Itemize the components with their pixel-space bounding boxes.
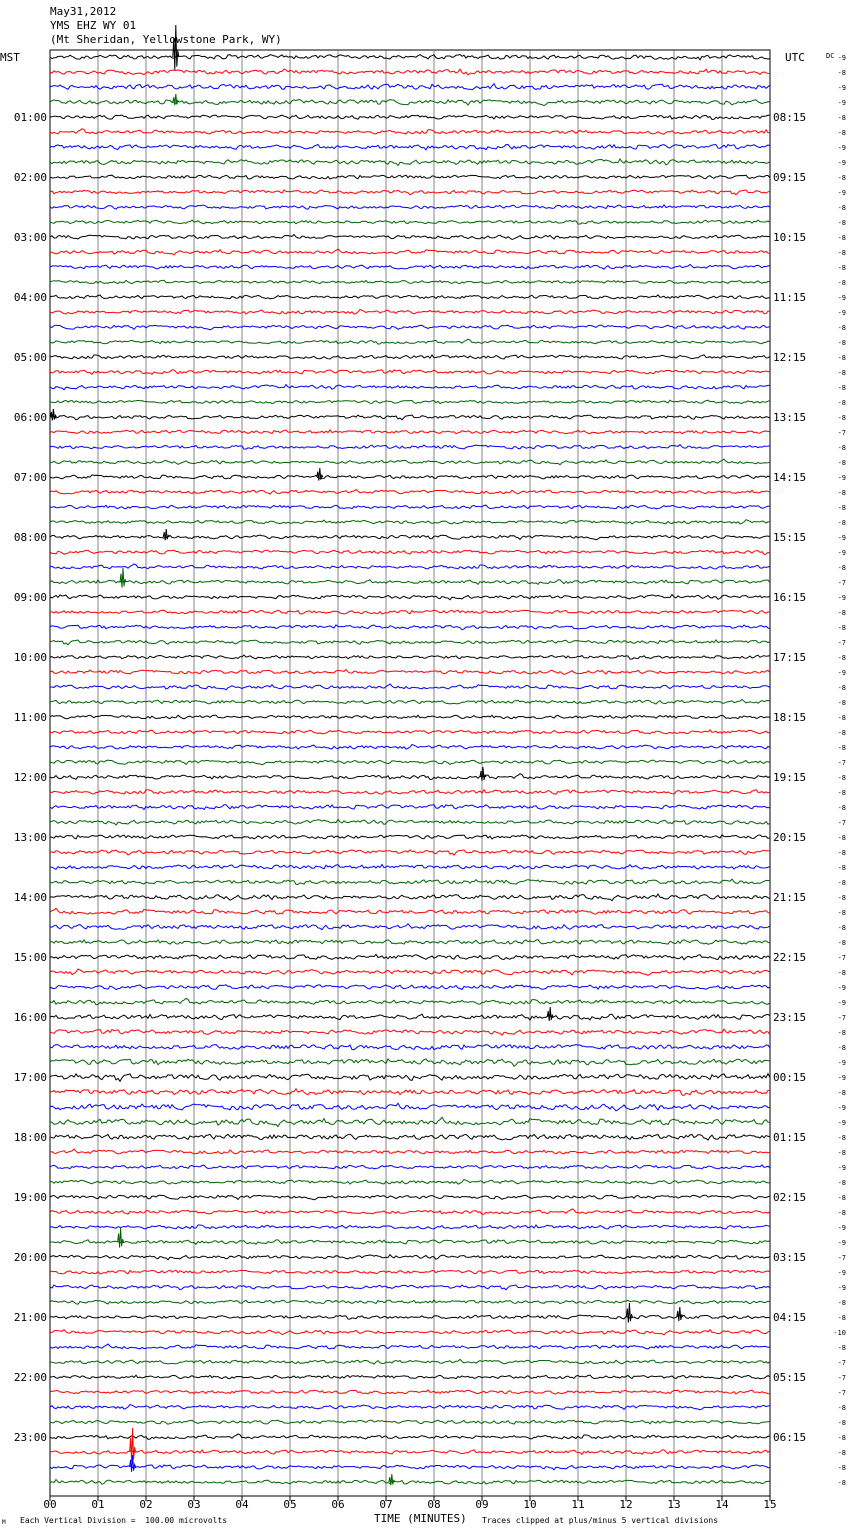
utc-hour-label: 11:15	[773, 291, 807, 304]
trace-60	[50, 954, 770, 959]
trace-64	[50, 1014, 770, 1020]
dc-offset-label: -9	[837, 1224, 846, 1232]
dc-offset-label: -7	[837, 759, 846, 767]
dc-offset-label: -8	[837, 129, 846, 137]
utc-hour-label: 09:15	[773, 171, 807, 184]
mst-hour-label: 17:00	[13, 1071, 47, 1084]
dc-offset-label: -9	[837, 1059, 846, 1067]
dc-offset-label: -10	[833, 1329, 846, 1337]
dc-offset-label: -8	[837, 789, 846, 797]
x-tick-label: 09	[475, 1498, 489, 1511]
dc-offset-label: -9	[837, 1239, 846, 1247]
trace-0	[50, 55, 770, 60]
trace-45	[50, 730, 770, 734]
trace-77	[50, 1209, 770, 1214]
dc-label: DC	[826, 52, 835, 60]
mst-hour-label: 03:00	[13, 231, 47, 244]
dc-offset-label: -8	[837, 1419, 846, 1427]
trace-47	[50, 760, 770, 765]
x-tick-label: 00	[43, 1498, 57, 1511]
trace-2	[50, 84, 770, 90]
trace-66	[50, 1045, 770, 1050]
dc-offset-label: -7	[837, 579, 846, 587]
trace-78	[50, 1225, 770, 1229]
dc-offset-label: -9	[837, 669, 846, 677]
mst-hour-label: 06:00	[13, 411, 47, 424]
x-tick-label: 13	[667, 1498, 681, 1511]
trace-37	[50, 610, 770, 614]
dc-offset-label: -8	[837, 909, 846, 917]
trace-30	[50, 505, 770, 509]
utc-hour-label: 15:15	[773, 531, 807, 544]
corner-mark: M	[2, 1519, 6, 1526]
dc-offset-label: -8	[837, 384, 846, 392]
dc-offset-label: -9	[837, 159, 846, 167]
dc-offset-label: -7	[837, 1359, 846, 1367]
dc-offset-label: -8	[837, 1449, 846, 1457]
dc-offset-label: -8	[837, 774, 846, 782]
mst-hour-label: 19:00	[13, 1191, 47, 1204]
dc-offset-label: -8	[837, 654, 846, 662]
trace-4	[50, 115, 770, 120]
dc-offset-label: -8	[837, 879, 846, 887]
dc-offset-label: -8	[837, 1044, 846, 1052]
event-spike	[173, 25, 179, 70]
trace-20	[50, 355, 770, 359]
trace-71	[50, 1117, 770, 1126]
dc-offset-label: -9	[837, 1164, 846, 1172]
dc-offset-label: -8	[837, 1479, 846, 1487]
dc-offset-label: -9	[837, 1074, 846, 1082]
trace-69	[50, 1089, 770, 1096]
station-code: YMS EHZ WY 01	[50, 19, 137, 32]
trace-48	[50, 774, 770, 780]
dc-offset-label: -8	[837, 1179, 846, 1187]
dc-offset-label: -8	[837, 1029, 846, 1037]
dc-offset-label: -9	[837, 534, 846, 542]
trace-42	[50, 684, 770, 690]
plot-date: May31,2012	[50, 5, 117, 18]
utc-hour-label: 08:15	[773, 111, 807, 124]
trace-55	[50, 879, 770, 884]
x-tick-label: 03	[187, 1498, 201, 1511]
dc-offset-label: -8	[837, 834, 846, 842]
trace-49	[50, 790, 770, 795]
event-spike	[163, 529, 169, 540]
dc-offset-label: -8	[837, 1404, 846, 1412]
dc-offset-label: -9	[837, 189, 846, 197]
dc-offset-label: -9	[837, 309, 846, 317]
trace-13	[50, 249, 770, 255]
trace-6	[50, 144, 770, 150]
trace-57	[50, 908, 770, 914]
trace-85	[50, 1330, 770, 1335]
trace-29	[50, 489, 770, 494]
trace-21	[50, 370, 770, 375]
station-location: (Mt Sheridan, Yellowstone Park, WY)	[50, 33, 282, 46]
dc-offset-label: -9	[837, 474, 846, 482]
dc-offset-label: -8	[837, 234, 846, 242]
trace-90	[50, 1405, 770, 1410]
dc-offset-label: -9	[837, 54, 846, 62]
trace-51	[50, 819, 770, 825]
dc-offset-label: -8	[837, 519, 846, 527]
dc-offset-label: -8	[837, 729, 846, 737]
dc-offset-label: -8	[837, 624, 846, 632]
trace-16	[50, 295, 770, 299]
trace-25	[50, 430, 770, 434]
mst-hour-label: 21:00	[13, 1311, 47, 1324]
dc-offset-label: -8	[837, 69, 846, 77]
dc-offset-label: -7	[837, 1374, 846, 1382]
dc-offset-label: -8	[837, 564, 846, 572]
trace-44	[50, 715, 770, 719]
dc-offset-label: -8	[837, 504, 846, 512]
dc-offset-label: -8	[837, 939, 846, 947]
mst-hour-label: 23:00	[13, 1431, 47, 1444]
dc-offset-label: -8	[837, 849, 846, 857]
dc-offset-label: -8	[837, 204, 846, 212]
trace-7	[50, 159, 770, 166]
dc-offset-label: -9	[837, 1104, 846, 1112]
x-tick-label: 14	[715, 1498, 729, 1511]
trace-23	[50, 400, 770, 403]
trace-14	[50, 264, 770, 269]
mst-hour-label: 02:00	[13, 171, 47, 184]
trace-40	[50, 655, 770, 659]
event-spike	[677, 1307, 683, 1321]
dc-offset-label: -8	[837, 924, 846, 932]
mst-hour-label: 05:00	[13, 351, 47, 364]
mst-hour-label: 09:00	[13, 591, 47, 604]
utc-hour-label: 10:15	[773, 231, 807, 244]
dc-offset-label: -7	[837, 819, 846, 827]
dc-offset-label: -8	[837, 399, 846, 407]
mst-hour-label: 18:00	[13, 1131, 47, 1144]
event-spike	[317, 468, 323, 481]
utc-hour-label: 16:15	[773, 591, 807, 604]
trace-82	[50, 1285, 770, 1290]
dc-offset-label: -8	[837, 894, 846, 902]
trace-26	[50, 445, 770, 450]
mst-hour-label: 16:00	[13, 1011, 47, 1024]
trace-84	[50, 1315, 770, 1319]
trace-68	[50, 1074, 770, 1082]
utc-hour-label: 21:15	[773, 891, 807, 904]
dc-offset-label: -9	[837, 1269, 846, 1277]
x-tick-label: 06	[331, 1498, 345, 1511]
trace-22	[50, 385, 770, 390]
dc-offset-label: -8	[837, 609, 846, 617]
dc-offset-label: -8	[837, 1299, 846, 1307]
dc-offset-label: -9	[837, 99, 846, 107]
utc-hour-label: 12:15	[773, 351, 807, 364]
trace-65	[50, 1029, 770, 1035]
dc-offset-label: -7	[837, 954, 846, 962]
mst-hour-label: 13:00	[13, 831, 47, 844]
trace-10	[50, 205, 770, 209]
x-tick-label: 02	[139, 1498, 153, 1511]
trace-89	[50, 1390, 770, 1394]
trace-43	[50, 699, 770, 704]
trace-70	[50, 1103, 770, 1111]
mst-hour-label: 20:00	[13, 1251, 47, 1264]
dc-offset-label: -9	[837, 84, 846, 92]
dc-offset-label: -8	[837, 1464, 846, 1472]
trace-33	[50, 550, 770, 554]
trace-92	[50, 1434, 770, 1439]
trace-81	[50, 1270, 770, 1274]
utc-axis-label: UTC	[785, 51, 805, 64]
dc-offset-label: -8	[837, 804, 846, 812]
x-tick-label: 12	[619, 1498, 633, 1511]
event-spike	[50, 409, 56, 420]
trace-17	[50, 310, 770, 315]
utc-hour-label: 01:15	[773, 1131, 807, 1144]
trace-27	[50, 459, 770, 465]
trace-53	[50, 850, 770, 855]
dc-offset-label: -8	[837, 1149, 846, 1157]
trace-38	[50, 625, 770, 630]
trace-58	[50, 924, 770, 930]
trace-39	[50, 640, 770, 645]
dc-offset-label: -7	[837, 1254, 846, 1262]
trace-86	[50, 1344, 770, 1349]
dc-offset-label: -8	[837, 354, 846, 362]
trace-41	[50, 670, 770, 675]
trace-9	[50, 190, 770, 195]
dc-offset-label: -8	[837, 1314, 846, 1322]
utc-hour-label: 03:15	[773, 1251, 807, 1264]
trace-11	[50, 220, 770, 224]
trace-34	[50, 564, 770, 569]
dc-offset-label: -7	[837, 1014, 846, 1022]
trace-28	[50, 475, 770, 479]
utc-hour-label: 13:15	[773, 411, 807, 424]
mst-axis-label: MST	[0, 51, 20, 64]
utc-hour-label: 19:15	[773, 771, 807, 784]
trace-91	[50, 1420, 770, 1424]
utc-hour-label: 23:15	[773, 1011, 807, 1024]
trace-31	[50, 520, 770, 524]
event-spike	[120, 568, 126, 588]
dc-offset-label: -8	[837, 279, 846, 287]
utc-hour-label: 00:15	[773, 1071, 807, 1084]
trace-46	[50, 745, 770, 750]
trace-67	[50, 1059, 770, 1066]
utc-hour-label: 04:15	[773, 1311, 807, 1324]
trace-36	[50, 595, 770, 600]
trace-94	[50, 1465, 770, 1470]
x-tick-label: 04	[235, 1498, 249, 1511]
trace-1	[50, 69, 770, 75]
dc-offset-label: -9	[837, 984, 846, 992]
clip-note: Traces clipped at plus/minus 5 vertical divisions	[482, 1516, 719, 1525]
mst-hour-label: 22:00	[13, 1371, 47, 1384]
event-spike	[480, 767, 486, 781]
trace-79	[50, 1240, 770, 1245]
dc-offset-label: -8	[837, 369, 846, 377]
dc-offset-label: -8	[837, 264, 846, 272]
dc-offset-label: -9	[837, 999, 846, 1007]
dc-offset-label: -8	[837, 414, 846, 422]
dc-offset-label: -7	[837, 429, 846, 437]
mst-hour-label: 08:00	[13, 531, 47, 544]
trace-18	[50, 325, 770, 330]
trace-61	[50, 969, 770, 975]
trace-15	[50, 280, 770, 283]
dc-offset-label: -8	[837, 1344, 846, 1352]
x-tick-label: 05	[283, 1498, 297, 1511]
trace-62	[50, 985, 770, 990]
dc-offset-label: -8	[837, 249, 846, 257]
trace-54	[50, 864, 770, 869]
dc-offset-label: -8	[837, 714, 846, 722]
event-spike	[547, 1007, 553, 1021]
x-tick-label: 07	[379, 1498, 393, 1511]
dc-offset-label: -8	[837, 1089, 846, 1097]
x-tick-label: 10	[523, 1498, 537, 1511]
utc-hour-label: 06:15	[773, 1431, 807, 1444]
mst-hour-label: 04:00	[13, 291, 47, 304]
dc-offset-label: -8	[837, 1134, 846, 1142]
x-tick-label: 01	[91, 1498, 105, 1511]
dc-offset-label: -7	[837, 639, 846, 647]
dc-offset-label: -9	[837, 144, 846, 152]
x-tick-label: 15	[763, 1498, 777, 1511]
dc-offset-label: -8	[837, 114, 846, 122]
dc-offset-label: -8	[837, 324, 846, 332]
scale-note: Each Vertical Division = 100.00 microvolts	[20, 1516, 228, 1525]
utc-hour-label: 17:15	[773, 651, 807, 664]
event-spike	[130, 1455, 136, 1472]
dc-offset-label: -8	[837, 459, 846, 467]
utc-hour-label: 14:15	[773, 471, 807, 484]
trace-3	[50, 100, 770, 106]
mst-hour-label: 10:00	[13, 651, 47, 664]
dc-offset-label: -8	[837, 864, 846, 872]
dc-offset-label: -8	[837, 219, 846, 227]
dc-offset-label: -9	[837, 1119, 846, 1127]
trace-83	[50, 1300, 770, 1304]
mst-hour-label: 12:00	[13, 771, 47, 784]
dc-offset-label: -9	[837, 549, 846, 557]
trace-80	[50, 1255, 770, 1260]
dc-offset-label: -8	[837, 684, 846, 692]
mst-hour-label: 01:00	[13, 111, 47, 124]
dc-offset-label: -8	[837, 489, 846, 497]
dc-offset-label: -8	[837, 744, 846, 752]
trace-73	[50, 1149, 770, 1154]
dc-offset-label: -9	[837, 294, 846, 302]
trace-5	[50, 129, 770, 135]
utc-hour-label: 02:15	[773, 1191, 807, 1204]
mst-hour-label: 11:00	[13, 711, 47, 724]
trace-72	[50, 1134, 770, 1140]
trace-59	[50, 940, 770, 945]
dc-offset-label: -7	[837, 1389, 846, 1397]
trace-76	[50, 1195, 770, 1200]
event-spike	[118, 1228, 124, 1248]
mst-hour-label: 14:00	[13, 891, 47, 904]
trace-93	[50, 1450, 770, 1455]
trace-63	[50, 998, 770, 1004]
dc-offset-label: -8	[837, 444, 846, 452]
trace-52	[50, 835, 770, 839]
mst-hour-label: 07:00	[13, 471, 47, 484]
dc-offset-label: -8	[837, 969, 846, 977]
trace-74	[50, 1165, 770, 1169]
trace-75	[50, 1180, 770, 1185]
dc-offset-label: -8	[837, 174, 846, 182]
utc-hour-label: 22:15	[773, 951, 807, 964]
trace-8	[50, 175, 770, 179]
trace-50	[50, 805, 770, 810]
dc-offset-label: -8	[837, 339, 846, 347]
trace-19	[50, 339, 770, 344]
utc-hour-label: 18:15	[773, 711, 807, 724]
x-axis-title: TIME (MINUTES)	[374, 1512, 467, 1525]
mst-hour-label: 15:00	[13, 951, 47, 964]
trace-35	[50, 580, 770, 585]
dc-offset-label: -8	[837, 1209, 846, 1217]
dc-offset-label: -8	[837, 1434, 846, 1442]
x-tick-label: 08	[427, 1498, 441, 1511]
dc-offset-label: -8	[837, 1194, 846, 1202]
trace-56	[50, 894, 770, 901]
trace-87	[50, 1359, 770, 1364]
trace-88	[50, 1375, 770, 1379]
dc-offset-label: -9	[837, 1284, 846, 1292]
trace-95	[50, 1480, 770, 1485]
trace-12	[50, 235, 770, 240]
dc-offset-label: -9	[837, 594, 846, 602]
trace-32	[50, 535, 770, 540]
trace-24	[50, 415, 770, 420]
event-spike	[626, 1303, 632, 1323]
dc-offset-label: -8	[837, 699, 846, 707]
utc-hour-label: 20:15	[773, 831, 807, 844]
utc-hour-label: 05:15	[773, 1371, 807, 1384]
x-tick-label: 11	[571, 1498, 585, 1511]
